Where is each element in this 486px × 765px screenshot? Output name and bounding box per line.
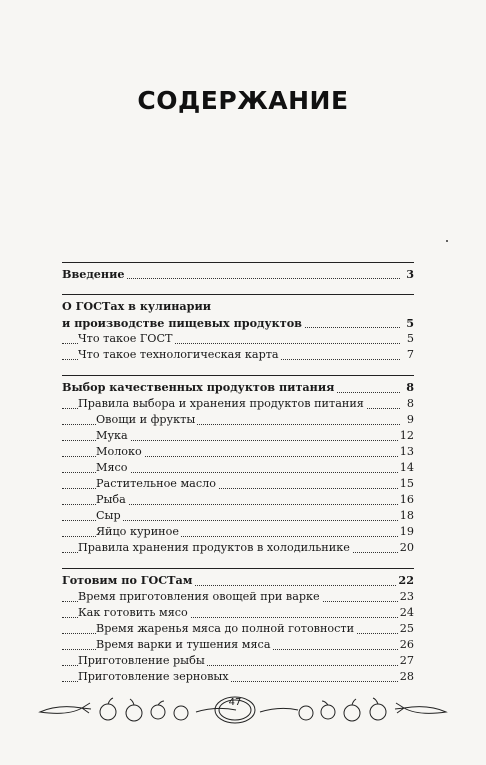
toc-entry: [62, 540, 414, 556]
toc-entry: [62, 444, 414, 460]
toc-entry-page: 15: [399, 477, 414, 490]
toc-entry-page: 5: [406, 332, 414, 345]
toc-entry-page: 16: [399, 493, 414, 506]
toc-entry-title: Время жаренья мяса до полной готовности: [96, 622, 355, 635]
toc-entry-title: Что такое технологическая карта: [78, 348, 279, 361]
toc-entry: [62, 379, 414, 396]
toc-entry: [62, 298, 414, 315]
toc-entry-title: Рыба: [96, 493, 126, 506]
toc-entry: [62, 476, 414, 492]
toc-entry-title: Яйцо куриное: [96, 525, 179, 538]
toc-entry: [62, 428, 414, 444]
toc-entry-page: 19: [399, 525, 414, 538]
toc-entry-page: 8: [406, 397, 414, 410]
toc-section: [62, 262, 414, 282]
toc-entry: [62, 315, 414, 331]
toc-entry-title: Сыр: [96, 509, 121, 522]
toc-entry-page: 9: [406, 413, 414, 426]
toc-entry-title: Молоко: [96, 445, 142, 458]
toc-entry-page: 13: [399, 445, 414, 458]
toc-entry: [62, 331, 414, 347]
toc-entry: [62, 637, 414, 653]
toc-entry-title: Введение: [62, 267, 125, 281]
toc-section: [62, 375, 414, 556]
page-title: СОДЕРЖАНИЕ: [137, 86, 349, 115]
toc-entry-page: 12: [399, 429, 414, 442]
toc-entry-title: Правила выбора и хранения продуктов питания: [78, 397, 364, 410]
toc-entry: [62, 412, 414, 428]
toc-entry: [62, 524, 414, 540]
toc-entry: [62, 669, 414, 685]
toc-entry-page: 26: [399, 638, 414, 651]
toc-entry-title: Правила хранения продуктов в холодильнике: [78, 541, 350, 554]
toc-entry: [62, 396, 414, 412]
toc-entry-title: Растительное масло: [96, 477, 216, 490]
toc-entry-title: Готовим по ГОСТам: [62, 573, 193, 587]
toc-entry-title: Приготовление рыбы: [78, 654, 205, 667]
toc-entry-page: 22: [398, 573, 414, 587]
toc-entry-title: Выбор качественных продуктов питания: [62, 380, 335, 394]
toc-entry: [62, 572, 414, 589]
toc-entry: [62, 605, 414, 621]
toc-entry-title: Время варки и тушения мяса: [96, 638, 271, 651]
toc-entry: [62, 653, 414, 669]
toc-entry: [62, 621, 414, 637]
toc-section: [62, 568, 414, 685]
toc-entry-title: Время приготовления овощей при варке: [78, 590, 320, 603]
toc-entry-page: 28: [399, 670, 414, 683]
toc-entry: [62, 492, 414, 508]
toc-section: [62, 294, 414, 363]
toc-entry-title: и производстве пищевых продуктов: [62, 316, 302, 330]
toc-entry-page: 7: [406, 348, 414, 361]
toc-entry: [62, 266, 414, 282]
toc-entry-page: 20: [399, 541, 414, 554]
toc-entry-title: Приготовление зерновых: [78, 670, 229, 683]
toc-entry: [62, 508, 414, 524]
toc-entry-page: 5: [406, 316, 414, 330]
print-speck: [446, 240, 448, 242]
toc-entry-page: 25: [399, 622, 414, 635]
page-number: 47: [228, 697, 242, 708]
toc-entry-title: Мясо: [96, 461, 128, 474]
toc-entry: [62, 347, 414, 363]
toc-entry: [62, 460, 414, 476]
toc-entry-page: 23: [399, 590, 414, 603]
toc-entry-page: 14: [399, 461, 414, 474]
toc-entry-page: 3: [406, 267, 414, 281]
table-of-contents: [62, 262, 414, 685]
footer-ornament: [38, 690, 448, 730]
toc-entry-title: Овощи и фрукты: [96, 413, 196, 426]
toc-entry-title: Мука: [96, 429, 128, 442]
toc-entry: [62, 589, 414, 605]
toc-entry-title: Что такое ГОСТ: [78, 332, 173, 345]
toc-entry-page: 27: [399, 654, 414, 667]
toc-entry-page: 18: [399, 509, 414, 522]
toc-entry-title: О ГОСТах в кулинарии: [62, 299, 212, 313]
toc-entry-page: 24: [399, 606, 414, 619]
toc-entry-title: Как готовить мясо: [78, 606, 188, 619]
toc-entry-page: 8: [406, 380, 414, 394]
